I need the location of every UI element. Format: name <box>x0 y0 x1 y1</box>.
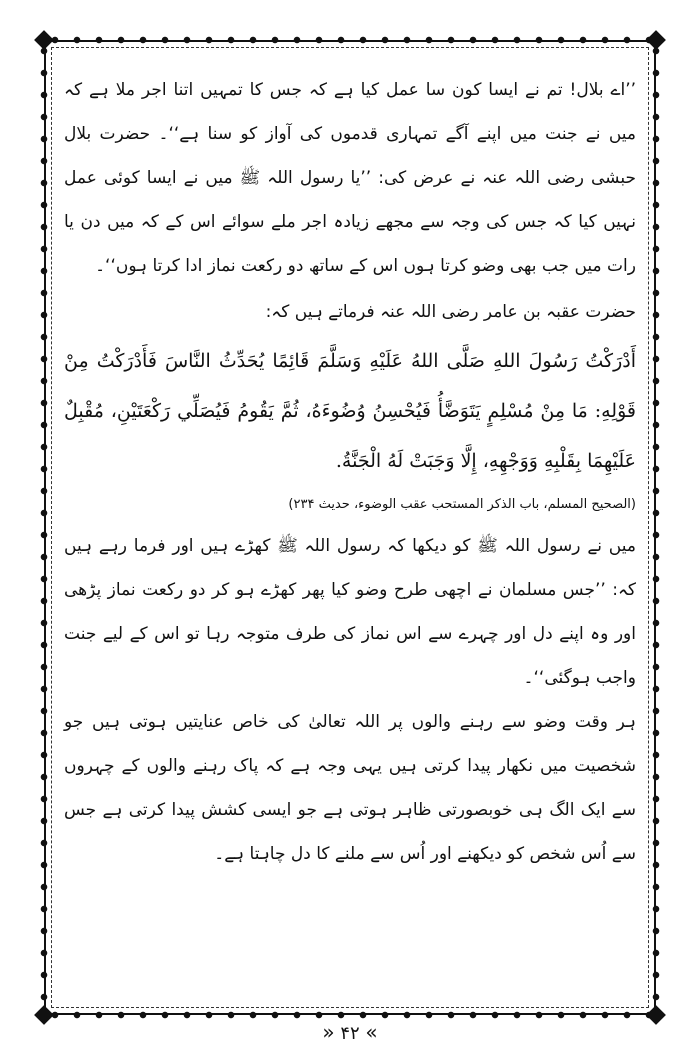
page-number-bracket-left: « <box>322 1020 335 1044</box>
page-number <box>0 1020 700 1044</box>
paragraph-bilal-hadith: ’’اے بلال! تم نے ایسا کون سا عمل کیا ہے کہ جس کا تمہیں اتنا اجر ملا ہے کہ میں نے جنت میں اپنے آگے تمہاری قدموں کی آواز کو سنا ہے‘‘۔ حضرت بلال حبشی رضی اللہ عنہ نے عرض کی: ’’یا رسول اللہ ﷺ میں نے ایسا کوئی عمل نہیں کیا کہ جس کی وجہ سے مجھے زیادہ اجر ملے سوائے اس کے کہ میں دن یا رات میں جب بھی وضو کرتا ہوں اس کے ساتھ دو رکعت نماز ادا کرتا ہوں‘‘۔ <box>64 80 636 276</box>
paragraph-translation: میں نے رسول اللہ ﷺ کو دیکھا کہ رسول اللہ ﷺ کھڑے ہیں اور فرما رہے ہیں کہ: ’’جس مسلمان نے اچھی طرح وضو کیا پھر کھڑے ہو کر دو رکعت نماز پڑھی اور وہ اپنے دل اور چہرے سے اس نماز کی طرف متوجہ رہا تو اس کے لیے جنت واجب ہوگئی‘‘۔ <box>64 536 636 688</box>
border-dots-bottom <box>44 1010 656 1020</box>
page-content <box>64 68 636 993</box>
border-dots-top <box>44 35 656 45</box>
page-number-bracket-right: » <box>365 1020 378 1044</box>
border-dots-left <box>39 40 49 1015</box>
border-dots-right <box>651 40 661 1015</box>
hadith-citation: (الصحیح المسلم، باب الذکر المستحب عقب الوضوء، حدیث ۲۳۴) <box>288 497 636 512</box>
arabic-hadith-text: أَدْرَكْتُ رَسُولَ اللهِ صَلَّى اللهُ عَلَيْهِ وَسَلَّمَ قَائِمًا يُحَدِّثُ النَّاسَ فَأَدْرَكْتُ مِنْ قَوْلِهِ: مَا مِنْ مُسْلِمٍ يَتَوَضَّأُ فَيُحْسِنُ وُضُوءَهُ، ثُمَّ يَقُومُ فَيُصَلِّي رَكْعَتَيْنِ، مُقْبِلٌ عَلَيْهِمَا بِقَلْبِهِ وَوَجْهِهِ، إِلَّا وَجَبَتْ لَهُ الْجَنَّةُ. <box>64 350 636 472</box>
page-frame <box>44 40 656 1015</box>
paragraph-uqba-intro: حضرت عقبہ بن عامر رضی اللہ عنہ فرماتے ہیں کہ: <box>265 302 636 322</box>
page-number-value: ۴۲ <box>340 1023 360 1044</box>
paragraph-conclusion: ہر وقت وضو سے رہنے والوں پر اللہ تعالیٰ کی خاص عنایتیں ہوتی ہیں جو شخصیت میں نکھار پیدا کرتی ہیں یہی وجہ ہے کہ پاک رہنے والوں کے چہروں سے ایک الگ ہی خوبصورتی ظاہر ہوتی ہے جو ایسی کشش پیدا کرتی ہے جس سے اُس شخص کو دیکھنے اور اُس سے ملنے کا دل چاہتا ہے۔ <box>64 712 636 864</box>
